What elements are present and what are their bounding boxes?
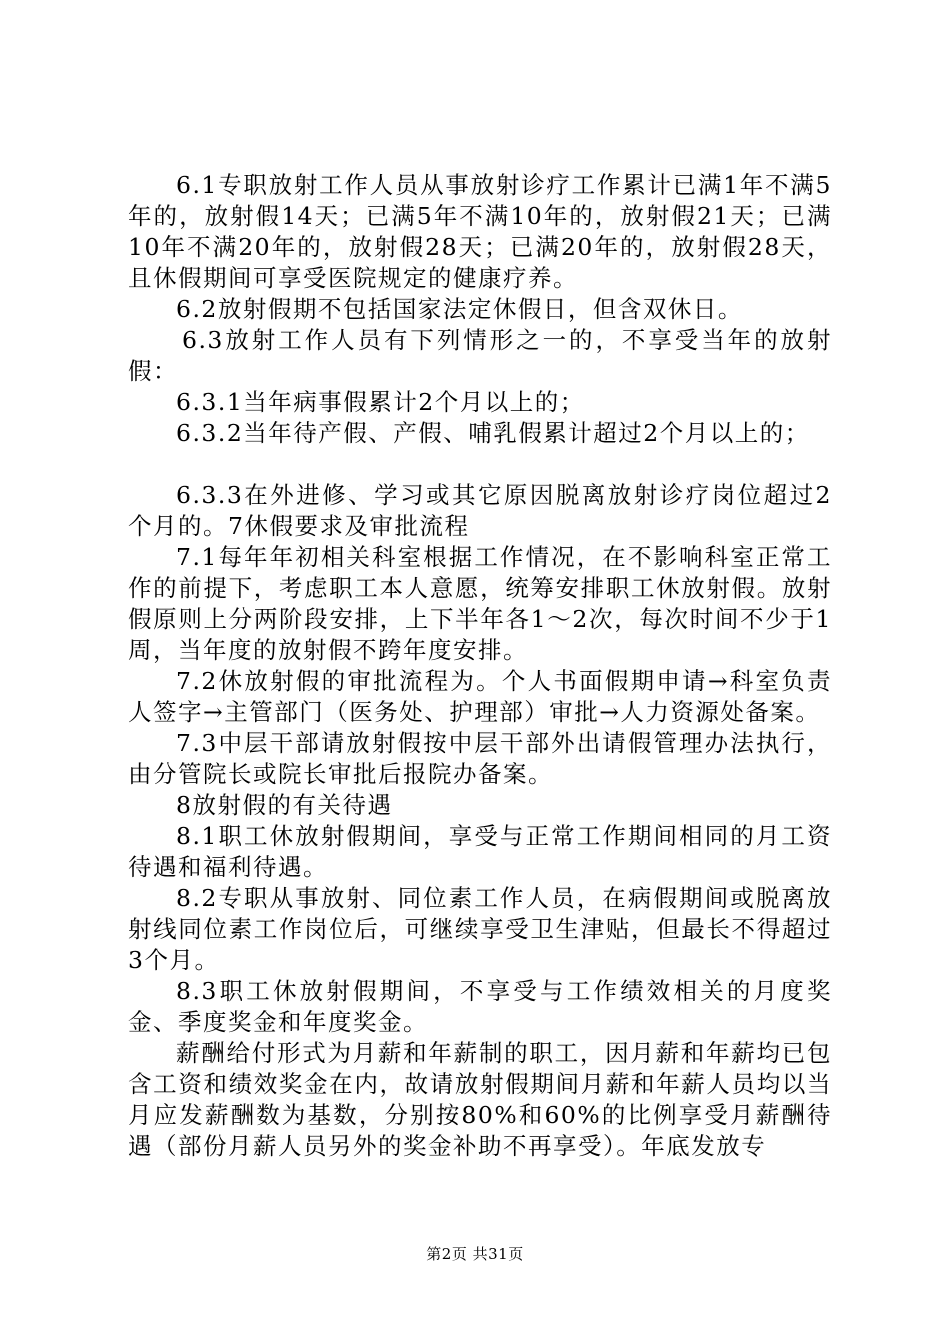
document-body bbox=[128, 170, 832, 1162]
paragraph-6-1: 6.1专职放射工作人员从事放射诊疗工作累计已满1年不满5年的，放射假14天；已满5年不满10年的，放射假21天；已满10年不满20年的，放射假28天；已满20年的，放射假28天，且休假期间可享受医院规定的健康疗养。 bbox=[128, 171, 832, 292]
paragraph-6-2: 6.2放射假期不包括国家法定休假日，但含双休日。 bbox=[176, 295, 743, 323]
paragraph-8-3: 8.3职工休放射假期间，不享受与工作绩效相关的月度奖金、季度奖金和年度奖金。 bbox=[128, 977, 832, 1036]
paragraph-7-3: 7.3中层干部请放射假按中层干部外出请假管理办法执行，由分管院长或院长审批后报院办备案。 bbox=[128, 729, 832, 788]
paragraph-6-3-2: 6.3.2当年待产假、产假、哺乳假累计超过2个月以上的； bbox=[176, 419, 810, 447]
paragraph-6-3-3: 6.3.3在外进修、学习或其它原因脱离放射诊疗岗位超过2个月的。7休假要求及审批流程 bbox=[128, 481, 832, 540]
paragraph-salary: 薪酬给付形式为月薪和年薪制的职工，因月薪和年薪均已包含工资和绩效奖金在内，故请放射假期间月薪和年薪人员均以当月应发薪酬数为基数，分别按80%和60%的比例享受月薪酬待遇（部份月薪人员另外的奖金补助不再享受）。年底发放专 bbox=[128, 1039, 832, 1160]
paragraph-8-1: 8.1职工休放射假期间，享受与正常工作期间相同的月工资待遇和福利待遇。 bbox=[128, 822, 832, 881]
page-number-footer: 第2页 共31页 bbox=[426, 1245, 524, 1263]
paragraph-7-1: 7.1每年年初相关科室根据工作情况，在不影响科室正常工作的前提下，考虑职工本人意愿，统筹安排职工休放射假。放射假原则上分两阶段安排，上下半年各1～2次，每次时间不少于1周，当年度的放射假不跨年度安排。 bbox=[128, 543, 832, 664]
section-heading-8: 8放射假的有关待遇 bbox=[176, 791, 393, 819]
paragraph-7-2: 7.2休放射假的审批流程为。个人书面假期申请→科室负责人签字→主管部门（医务处、护理部）审批→人力资源处备案。 bbox=[128, 667, 833, 726]
paragraph-6-3: 6.3放射工作人员有下列情形之一的，不享受当年的放射假： bbox=[128, 326, 832, 385]
paragraph-8-2: 8.2专职从事放射、同位素工作人员，在病假期间或脱离放射线同位素工作岗位后，可继续享受卫生津贴，但最长不得超过3个月。 bbox=[128, 884, 832, 974]
paragraph-6-3-1: 6.3.1当年病事假累计2个月以上的； bbox=[176, 388, 585, 416]
